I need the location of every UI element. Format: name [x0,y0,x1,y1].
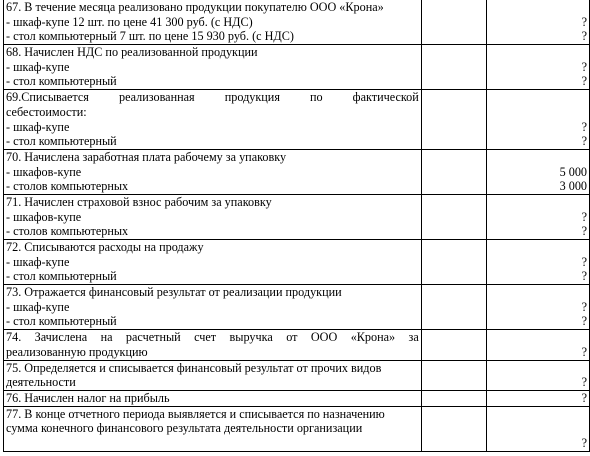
account-cell [421,90,487,150]
table-row [4,149,590,194]
operation-text-line: 69.Списывается реализованная продукция по фактической [6,90,419,105]
operation-text-line: - шкаф-купе [6,299,70,314]
account-cell [421,360,487,390]
operation-text-line: 76. Начислен налог на прибыль [6,390,170,405]
operation-description-cell [4,360,422,390]
operation-description-cell [4,0,422,45]
table-row [4,194,590,239]
operation-description-cell [4,45,422,90]
operation-description-cell [4,240,422,285]
amount-value [489,150,587,165]
amount-value [489,285,587,300]
amount-value [489,90,587,105]
amount-value: ? [581,344,587,359]
operation-text-line: - шкафов-купе [6,164,82,179]
operation-text-line: - стол компьютерный [6,134,117,149]
amount-cell [487,285,590,330]
amount-value [489,195,587,210]
amount-value: ? [581,29,587,44]
operation-text-line: - стол компьютерный 7 шт. по цене 15 930 руб. (с НДС) [6,29,294,44]
table-row [4,406,590,451]
table-row [4,285,590,330]
operation-text-line: - шкаф-купе 12 шт. по цене 41 300 руб. (с НДС) [6,14,253,29]
amount-value: ? [581,74,587,89]
operation-text-line: 68. Начислен НДС по реализованной продукции [6,45,258,60]
amount-value: 5 000 [559,164,587,179]
amount-value: ? [581,299,587,314]
table-row [4,240,590,285]
operation-text-line: 71. Начислен страховой взнос рабочим за упаковку [6,194,272,209]
table-row [4,45,590,90]
table-row [4,360,590,390]
amount-value: ? [581,375,587,390]
operation-text-line: - стол компьютерный [6,74,117,89]
amount-cell [487,149,590,194]
operation-description-cell [4,194,422,239]
table-row [4,0,590,45]
operation-text-line: - шкафов-купе [6,209,82,224]
operation-text-line: 74. Зачислена на расчетный счет выручка от ООО «Крона» за [6,330,419,345]
operation-text-line: 72. Списываются расходы на продажу [6,240,204,254]
account-cell [421,240,487,285]
amount-value [489,45,587,60]
amount-cell [487,240,590,285]
account-cell [421,0,487,45]
amount-value: ? [581,435,587,450]
amount-value: ? [581,119,587,134]
operation-text-line: - шкаф-купе [6,119,70,134]
operation-text-line: 73. Отражается финансовый результат от реализации продукции [6,285,342,300]
amount-cell [487,0,590,45]
amount-value: 3 000 [559,179,587,194]
operation-text-line: 67. В течение месяца реализовано продукции покупателю ООО «Крона» [6,0,384,14]
operation-text-line: - столов компьютерных [6,179,129,194]
amount-value [489,0,587,15]
operation-text-line: себестоимости: [6,104,87,119]
amount-value [489,105,587,120]
table-row [4,390,590,406]
amount-cell [487,390,590,406]
amount-value [489,240,587,255]
table-row [4,330,590,360]
operation-text-line: - шкаф-купе [6,254,70,269]
amount-cell [487,45,590,90]
account-cell [421,330,487,360]
amount-value: ? [581,134,587,149]
account-cell [421,406,487,451]
amount-value: ? [581,59,587,74]
amount-value: ? [581,209,587,224]
operations-table-body [4,0,590,451]
operation-text-line: 75. Определяется и списывается финансовый результат от прочих видов [6,360,382,375]
operation-description-cell [4,90,422,150]
amount-value [489,330,587,345]
operation-text-line: - шкаф-купе [6,59,70,74]
operation-description-cell [4,285,422,330]
amount-value: ? [581,254,587,269]
operation-text-line: - стол компьютерный [6,269,117,284]
amount-value: ? [581,224,587,239]
operation-text-line: сумма конечного финансового результата деятельности организации [6,421,363,436]
operation-description-cell [4,390,422,406]
operation-text-line: 77. В конце отчетного периода выявляется и списывается по назначению [6,406,385,421]
account-cell [421,149,487,194]
operation-description-cell [4,149,422,194]
amount-value [489,407,587,422]
amount-value: ? [581,314,587,329]
operation-text-line: 70. Начислена заработная плата рабочему за упаковку [6,149,287,164]
amount-value: ? [581,14,587,29]
amount-value [489,361,587,376]
operation-text-line: деятельности [6,375,76,390]
operation-text-line: реализованную продукцию [6,344,148,359]
amount-cell [487,90,590,150]
amount-cell [487,406,590,451]
table-row [4,90,590,150]
operation-description-cell [4,330,422,360]
operation-text-line: - столов компьютерных [6,224,129,239]
operation-text-line [6,436,419,451]
account-cell [421,194,487,239]
amount-cell [487,360,590,390]
operation-text-line: - стол компьютерный [6,314,117,329]
account-cell [421,45,487,90]
account-cell [421,390,487,406]
operation-description-cell [4,406,422,451]
amount-value [489,421,587,436]
amount-cell [487,194,590,239]
account-cell [421,285,487,330]
operations-table [3,0,590,452]
amount-cell [487,330,590,360]
amount-value: ? [581,390,587,405]
amount-value: ? [581,269,587,284]
